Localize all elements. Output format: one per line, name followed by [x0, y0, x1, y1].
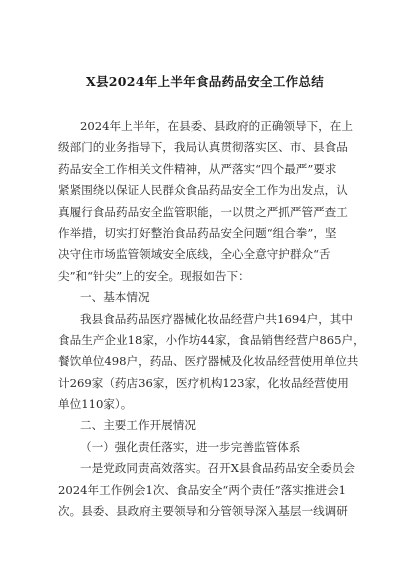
section-heading: 二、主要工作开展情况 — [80, 418, 196, 433]
subsection-heading: （一）强化责任落实，进一步完善监管体系 — [80, 439, 301, 454]
paragraph-line: 级部门的业务指导下，我局认真贯彻落实区、市、县食品 — [58, 140, 348, 155]
paragraph-line: 药品安全工作相关文件精神，从严落实“四个最严”要求 — [58, 161, 337, 176]
section-heading: 一、基本情况 — [80, 290, 150, 305]
paragraph-line: 次。县委、县政府主要领导和分管领导深入基层一线调研 — [58, 504, 348, 519]
paragraph-line: 决守住市场监管领域安全底线，全心全意守护群众“舌 — [58, 247, 331, 262]
paragraph-line: 单位110家）。 — [58, 397, 133, 412]
paragraph-line: 2024年上半年，在县委、县政府的正确领导下，在上 — [80, 119, 353, 133]
paragraph-line: 计269家（药店36家，医疗机构123家，化妆品经营使用 — [58, 375, 349, 390]
document-title: X县2024年上半年食品药品安全工作总结 — [86, 74, 324, 89]
paragraph-line: 一是党政同责高效落实。召开X县食品药品安全委员会 — [80, 461, 355, 476]
paragraph-line: 真履行食品药品安全监管职能，一以贯之严抓严管严查工 — [58, 204, 348, 219]
document-body — [58, 116, 368, 522]
paragraph-line: 餐饮单位498户，药品、医疗器械及化妆品经营使用单位共 — [58, 354, 359, 369]
paragraph-line: 食品生产企业18家，小作坊44家，食品销售经营户865户， — [58, 332, 365, 347]
paragraph-line: 2024年工作例会1次、食品安全“两个责任”落实推进会1 — [58, 482, 346, 497]
paragraph-line: 尖”和“针尖”上的安全。现报如告下： — [58, 268, 250, 283]
paragraph-line: 作举措，切实打好整治食品药品安全问题“组合拳”，坚 — [58, 225, 337, 240]
paragraph-line: 我县食品药品医疗器械化妆品经营户共1694户，其中 — [80, 311, 353, 326]
paragraph-line: 紧紧围绕以保证人民群众食品药品安全工作为出发点，认 — [58, 183, 348, 198]
